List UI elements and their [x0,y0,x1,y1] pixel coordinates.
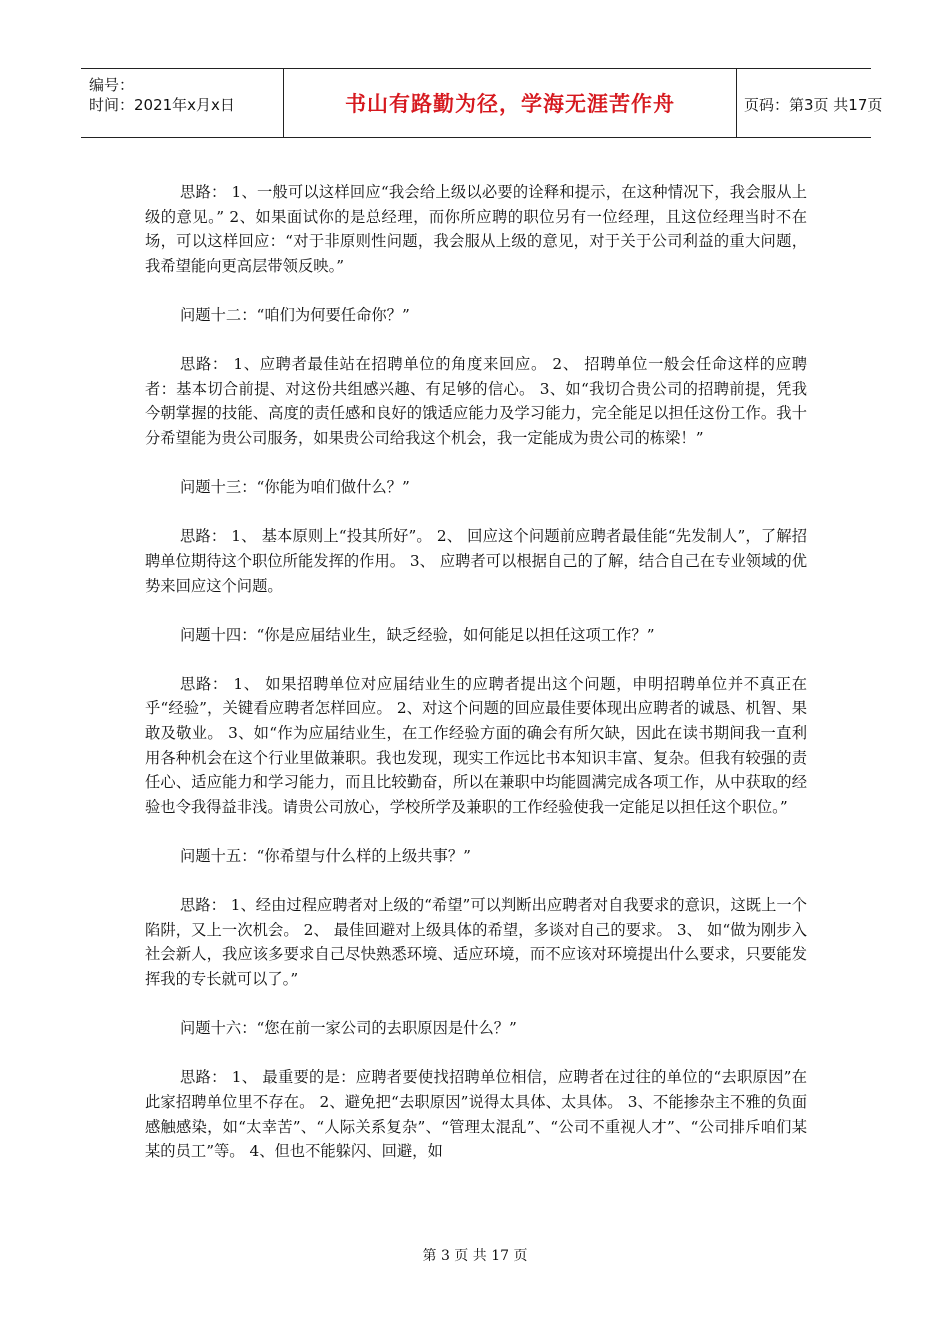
question-heading: 问题十二：“咱们为何要任命你？” [180,305,410,324]
document-body [145,180,807,1164]
question-heading: 问题十六：“您在前一家公司的去职原因是什么？” [180,1019,517,1038]
page-footer: 第 3 页 共 17 页 [422,1248,528,1264]
header-page-info: 页码：第3页 共17页 [744,96,883,114]
header-motto-cell [283,69,737,137]
answer-paragraph: 思路： 1、应聘者最佳站在招聘单位的角度来回应。 2、 招聘单位一般会任命这样的应聘者：基本切合前提、对这份共组感兴趣、有足够的信心。 3、如“我切合贵公司的招聘前提，凭我今朝掌握的技能、高度的责任感和良好的饿适应能力及学习能力，完全能足以担任这份工作。我十分希望能为贵公司服务，如果贵公司给我这个机会，我一定能成为贵公司的栋梁！” [145,355,807,447]
page-header [81,68,883,138]
question-heading: 问题十五：“你希望与什么样的上级共事？” [180,847,471,866]
header-meta [81,69,283,137]
answer-paragraph: 思路： 1、一般可以这样回应“我会给上级以必要的诠释和提示，在这种情况下，我会服从上级的意见。” 2、如果面试你的是总经理，而你所应聘的职位另有一位经理，且这位经理当时不在场，可以这样回应：“对于非原则性问题，我会服从上级的意见，对于关于公司利益的重大问题，我希望能向更高层带领反映。” [145,183,807,275]
question-heading: 问题十四：“你是应届结业生，缺乏经验，如何能足以担任这项工作？” [180,625,655,644]
document-number-label: 编号： [89,76,135,94]
answer-paragraph: 思路： 1、 如果招聘单位对应届结业生的应聘者提出这个问题，申明招聘单位并不真正在乎“经验”，关键看应聘者怎样回应。 2、对这个问题的回应最佳要体现出应聘者的诚恳、机智、果敢及敬业。 3、如“作为应届结业生，在工作经验方面的确会有所欠缺，因此在读书期间我一直利用各种机会在这个行业里做兼职。我也发现，现实工作远比书本知识丰富、复杂。但我有较强的责任心、适应能力和学习能力，而且比较勤奋，所以在兼职中均能圆满完成各项工作，从中获取的经验也令我得益非浅。请贵公司放心，学校所学及兼职的工作经验使我一定能足以担任这个职位。” [145,674,807,816]
header-motto: 书山有路勤为径，学海无涯苦作舟 [345,92,675,116]
question-heading: 问题十三：“你能为咱们做什么？” [180,478,410,497]
header-page-cell [736,69,883,137]
document-date: 时间：2021年x月x日 [89,96,235,114]
answer-paragraph: 思路： 1、 最重要的是：应聘者要使找招聘单位相信，应聘者在过往的单位的“去职原因”在此家招聘单位里不存在。 2、避免把“去职原因”说得太具体、太具体。 3、不能掺杂主不雅的负面感触感染，如“太幸苦”、“人际关系复杂”、“管理太混乱”、“公司不重视人才”、“公司排斥咱们某某的员工”等。 4、但也不能躲闪、回避，如 [145,1068,807,1161]
answer-paragraph: 思路： 1、经由过程应聘者对上级的“希望”可以判断出应聘者对自我要求的意识，这既上一个陷阱，又上一次机会。 2、 最佳回避对上级具体的希望，多谈对自己的要求。 3、 如“做为刚步入社会新人，我应该多要求自己尽快熟悉环境、适应环境，而不应该对环境提出什么要求，只要能发挥我的专长就可以了。” [145,896,807,988]
answer-paragraph: 思路： 1、 基本原则上“投其所好”。 2、 回应这个问题前应聘者最佳能“先发制人”，了解招聘单位期待这个职位所能发挥的作用。 3、 应聘者可以根据自己的了解，结合自己在专业领域的优势来回应这个问题。 [145,527,807,595]
